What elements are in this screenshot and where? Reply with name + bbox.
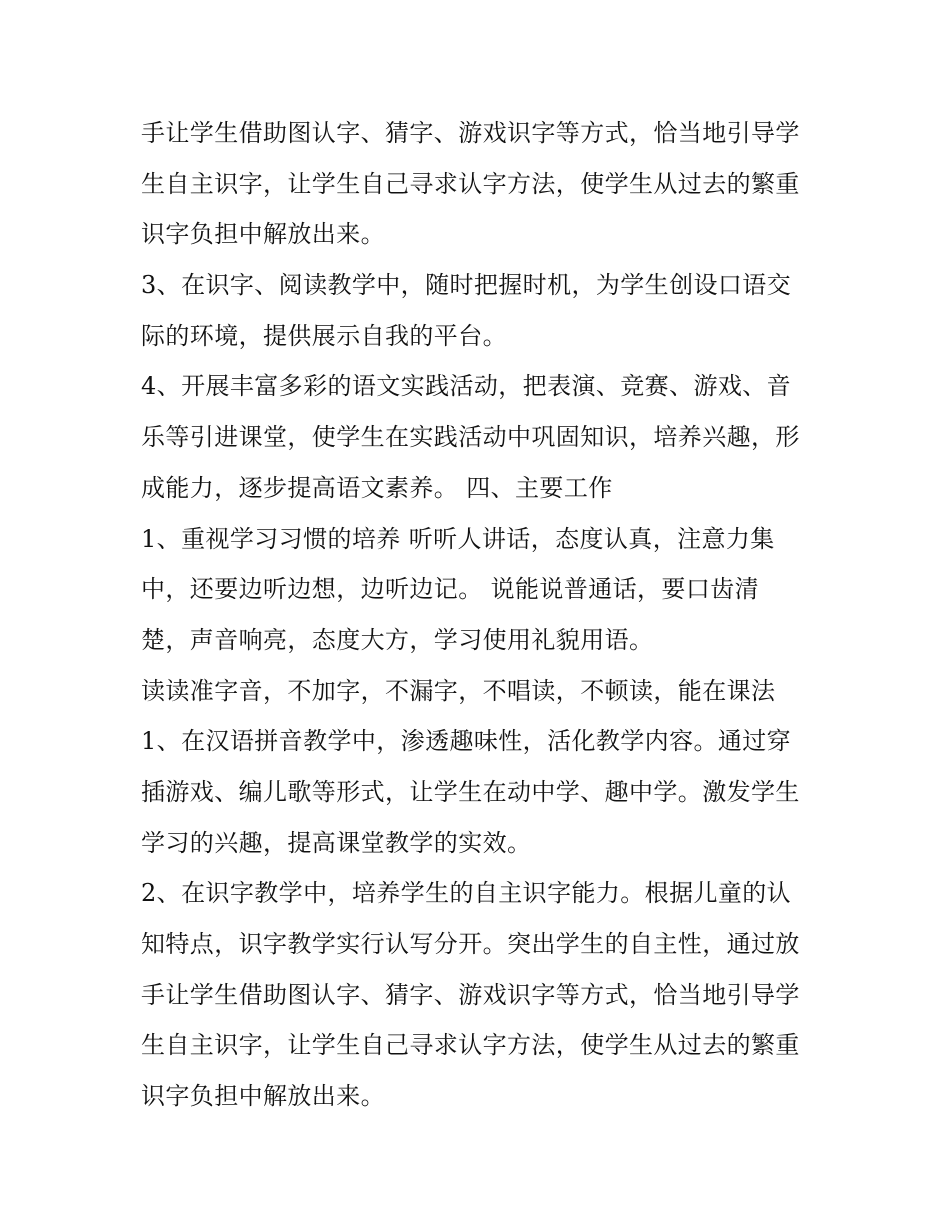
text-line: 生自主识字，让学生自己寻求认字方法，使学生从过去的繁重: [141, 1031, 800, 1060]
text-line: 读读准字音，不加字，不漏字，不唱读，不顿读，能在课法: [141, 676, 776, 705]
text-line: 中，还要边听边想，边听边记。 说能说普通话，要口齿清: [141, 575, 760, 604]
text-line: 4、开展丰富多彩的语文实践活动，把表演、竞赛、游戏、音: [141, 372, 792, 401]
text-line: 学习的兴趣，提高课堂教学的实效。: [141, 828, 532, 857]
text-line: 3、在识字、阅读教学中，随时把握时机，为学生创设口语交: [141, 271, 792, 300]
text-line: 际的环境，提供展示自我的平台。: [141, 321, 507, 350]
text-line: 识字负担中解放出来。: [141, 220, 385, 249]
text-line: 知特点，识字教学实行认写分开。突出学生的自主性，通过放: [141, 930, 800, 958]
text-line: 2、在识字教学中，培养学生的自主识字能力。根据儿童的认: [141, 879, 792, 908]
text-line: 生自主识字，让学生自己寻求认字方法，使学生从过去的繁重: [141, 169, 800, 198]
text-line: 楚，声音响亮，态度大方，学习使用礼貌用语。: [141, 625, 654, 654]
text-line: 1、重视学习习惯的培养 听听人讲话，态度认真，注意力集: [141, 524, 775, 553]
text-line: 手让学生借助图认字、猜字、游戏识字等方式，恰当地引导学: [141, 119, 800, 147]
text-line: 插游戏、编儿歌等形式，让学生在动中学、趣中学。激发学生: [141, 777, 800, 806]
text-line: 1、在汉语拼音教学中，渗透趣味性，活化教学内容。通过穿: [141, 727, 792, 756]
text-line: 乐等引进课堂，使学生在实践活动中巩固知识，培养兴趣，形: [141, 423, 800, 452]
text-line: 识字负担中解放出来。: [141, 1082, 385, 1111]
text-line: 成能力，逐步提高语文素养。 四、主要工作: [141, 473, 613, 502]
text-line: 手让学生借助图认字、猜字、游戏识字等方式，恰当地引导学: [141, 980, 800, 1009]
body-text: [141, 108, 821, 1122]
